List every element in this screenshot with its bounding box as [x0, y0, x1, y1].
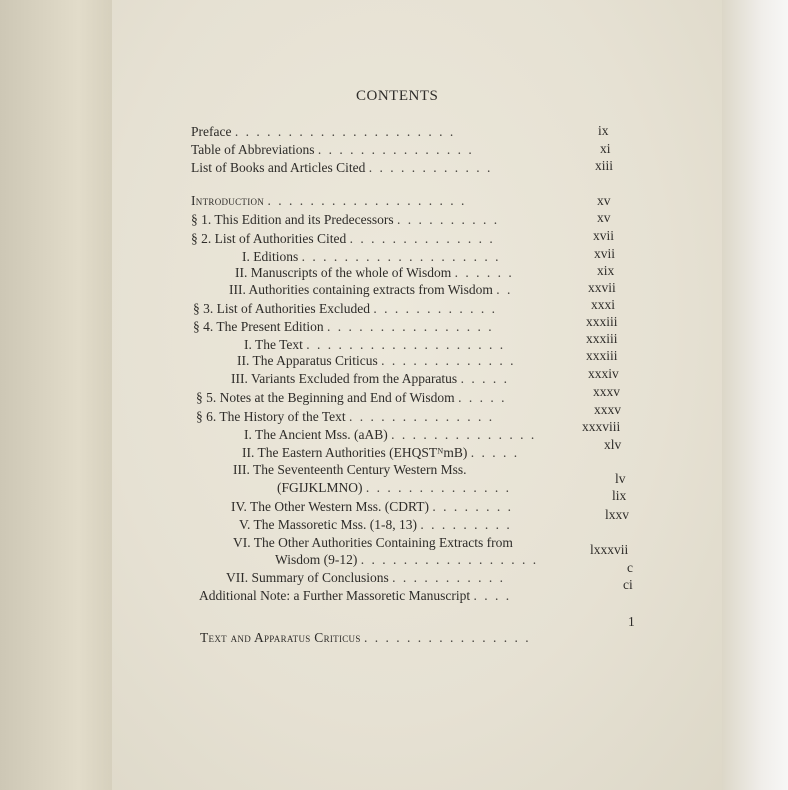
toc-entry	[196, 390, 506, 406]
toc-entry	[200, 630, 531, 646]
toc-page-number: xiii	[595, 158, 614, 173]
toc-entry	[231, 371, 509, 387]
toc-label: § 3. List of Authorities Excluded	[193, 301, 370, 316]
toc-entry	[193, 319, 494, 335]
leader-dots: . . . . . . . . . . . . . .	[349, 231, 495, 246]
toc-page-number: lxxv	[605, 507, 630, 522]
leader-dots: . .	[496, 282, 513, 297]
toc-label: VI. The Other Authorities Containing Extracts from	[233, 535, 513, 550]
toc-label: Wisdom (9-12)	[275, 552, 358, 567]
toc-label: Text and Apparatus Criticus	[200, 630, 361, 645]
toc-label: II. The Apparatus Criticus	[237, 353, 378, 368]
toc-entry	[275, 552, 538, 568]
leader-dots: . . . . . . . . . . . . . . . . . . .	[267, 193, 467, 208]
toc-label: I. The Text	[244, 337, 303, 352]
toc-page-number: 1	[628, 614, 635, 629]
toc-page-number: xv	[597, 210, 611, 225]
toc-label: II. Manuscripts of the whole of Wisdom	[235, 265, 452, 280]
leader-dots: . . . . . . . . . . . . . .	[365, 480, 511, 495]
toc-label: § 2. List of Authorities Cited	[191, 231, 347, 246]
toc-page-number: xxxv	[594, 402, 621, 417]
toc-page-number: xi	[600, 141, 611, 156]
toc-page-number: xxvii	[588, 280, 616, 295]
leader-dots: . . . . . . . . . . . . . . . . . . .	[301, 249, 501, 264]
toc-entry	[242, 445, 519, 461]
toc-page-number: c	[627, 560, 633, 575]
toc-entry	[244, 337, 505, 353]
toc-label: List of Books and Articles Cited	[191, 160, 366, 175]
toc-label: V. The Massoretic Mss. (1-8, 13)	[239, 517, 417, 532]
toc-page-number: xxxiv	[588, 366, 619, 381]
leader-dots: . . . . . . . . . . . . .	[381, 353, 516, 368]
toc-label: § 4. The Present Edition	[193, 319, 324, 334]
leader-dots: . . . . . . . . . . . . . .	[349, 409, 495, 424]
toc-page-number: xix	[597, 263, 615, 278]
toc-entry	[196, 409, 494, 425]
leader-dots: . . . . . .	[454, 265, 514, 280]
toc-entry	[191, 212, 499, 228]
leader-dots: . . . . . . . . . . .	[392, 570, 505, 585]
leader-dots: . . . . . . . . . . . . . . . .	[327, 319, 494, 334]
toc-entry	[244, 427, 536, 443]
toc-label: IV. The Other Western Mss. (CDRT)	[231, 499, 429, 514]
toc-entry	[233, 535, 513, 551]
toc-page-number: xxxi	[591, 297, 616, 312]
toc-entry	[239, 517, 512, 533]
toc-entry	[191, 124, 455, 140]
leader-dots: . . . . . . . . . . . . . .	[391, 427, 537, 442]
leader-dots: . . . .	[473, 588, 512, 603]
leader-dots: . . . . . . . . . . . . . . . . .	[360, 552, 539, 567]
leader-dots: . . . . . . . . . . . .	[373, 301, 497, 316]
toc-page-number: ix	[598, 123, 609, 138]
toc-page-number: xxxv	[593, 384, 620, 399]
toc-entry	[193, 301, 497, 317]
leader-dots: . . . . .	[470, 445, 520, 460]
toc-entry	[226, 570, 505, 586]
toc-entry	[191, 142, 474, 158]
toc-page-number: ci	[623, 577, 633, 592]
toc-page-number: xvii	[593, 228, 615, 243]
toc-label: VII. Summary of Conclusions	[226, 570, 389, 585]
toc-label: III. The Seventeenth Century Western Mss.	[233, 462, 467, 477]
toc-label: Table of Abbreviations	[191, 142, 315, 157]
toc-label: I. The Ancient Mss. (aAB)	[244, 427, 388, 442]
toc-entry	[231, 499, 513, 515]
toc-page-number: xxxiii	[586, 314, 618, 329]
toc-entry	[233, 462, 467, 478]
toc-label: III. Authorities containing extracts from Wisdom	[229, 282, 493, 297]
toc-label: Preface	[191, 124, 232, 139]
toc-entry	[242, 249, 501, 265]
toc-label: I. Editions	[242, 249, 299, 264]
toc-label: § 1. This Edition and its Predecessors	[191, 212, 394, 227]
toc-entry	[191, 231, 495, 247]
toc-page-number: lv	[615, 471, 626, 486]
toc-page-number: lxxxvii	[590, 542, 629, 557]
leader-dots: . . . . . . . . . . . . . . .	[317, 142, 474, 157]
leader-dots: . . . . . . . . . .	[396, 212, 500, 227]
toc-entry	[229, 282, 512, 298]
toc-label: § 6. The History of the Text	[196, 409, 346, 424]
leader-dots: . . . . .	[458, 390, 507, 405]
toc-entry	[191, 160, 492, 176]
toc-label: III. Variants Excluded from the Apparatus	[231, 371, 458, 386]
leader-dots: . . . . . . . . .	[420, 517, 512, 532]
page-title: CONTENTS	[356, 88, 439, 104]
toc-label: § 5. Notes at the Beginning and End of Wisdom	[196, 390, 455, 405]
toc-entry	[191, 193, 466, 209]
toc-entry	[237, 353, 515, 369]
leader-dots: . . . . . . . . . . . .	[368, 160, 493, 175]
toc-label: (FGIJKLMNO)	[277, 480, 363, 495]
toc-page-number: xxxiii	[586, 331, 618, 346]
toc-page-number: xxxviii	[582, 419, 621, 434]
toc-entry	[235, 265, 514, 281]
toc-entry	[277, 480, 511, 496]
leader-dots: . . . . . . . . . . . . . . . .	[364, 630, 531, 645]
toc-label: II. The Eastern Authorities (EHQSTᴺmB)	[242, 445, 468, 460]
leader-dots: . . . . . . . . . . . . . . . . . . .	[306, 337, 506, 352]
toc-entry	[199, 588, 511, 604]
toc-page-number: xxxiii	[586, 348, 618, 363]
toc-page-number: xlv	[604, 437, 622, 452]
toc-page-number: xv	[597, 193, 611, 208]
toc-page-number: lix	[612, 488, 627, 503]
toc-label: Additional Note: a Further Massoretic Manuscript	[199, 588, 471, 603]
leader-dots: . . . . . . . .	[432, 499, 513, 514]
toc-label: Introduction	[191, 193, 265, 208]
leader-dots: . . . . .	[460, 371, 509, 386]
toc-page-number: xvii	[594, 246, 616, 261]
leader-dots: . . . . . . . . . . . . . . . . . . . . .	[234, 124, 456, 139]
